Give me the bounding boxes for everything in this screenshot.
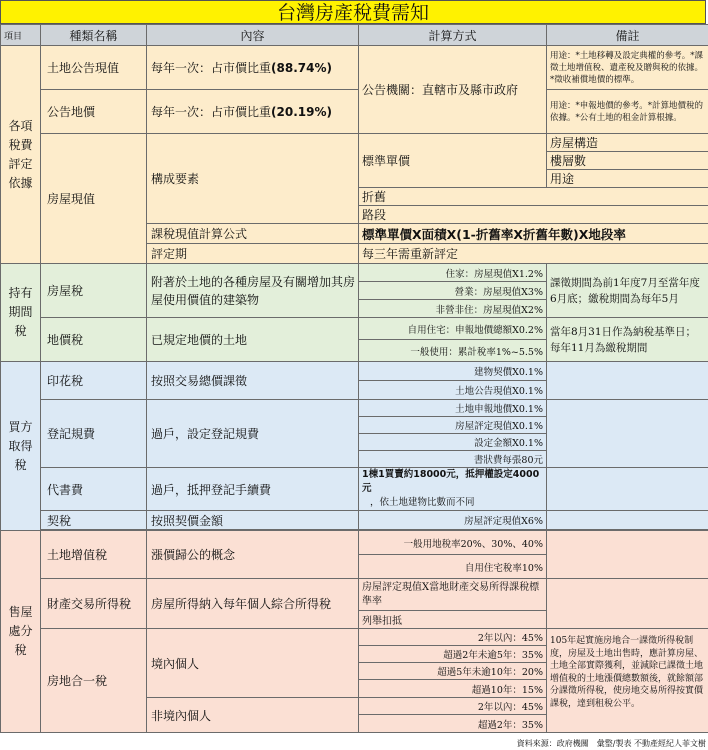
- register-rate: 書狀費每張80元: [359, 451, 547, 468]
- formula: 標準單價X面積X(1-折舊率X折舊年數)X地段率: [359, 224, 708, 244]
- stamp-name: 印花稅: [41, 362, 147, 400]
- land-tax-remark: 當年8月31日作為納稅基準日；每年11月為繳稅期間: [547, 318, 708, 362]
- house-tax-content: 附著於土地的各種房屋及有關增加其房屋使用價值的建築物: [147, 264, 359, 318]
- table-header: [1, 25, 708, 46]
- house-tax-rate: 非營非住：房屋現值X2%: [359, 300, 547, 318]
- land-price-name: 公告地價: [41, 90, 147, 134]
- table-row: [1, 362, 708, 381]
- combined-rate: 超過10年：15%: [359, 680, 547, 698]
- section-assessment-label: 各項稅費評定依據: [1, 46, 41, 264]
- house-tax-rate: 住家：房屋現值X1.2%: [359, 264, 547, 282]
- agent-content: 過戶，抵押登記手續費: [147, 468, 359, 511]
- table-row: [1, 46, 708, 90]
- std-item: 樓層數: [547, 152, 708, 170]
- house-tax-name: 房屋稅: [41, 264, 147, 318]
- combined-remark: 105年起實施房地合一課徵所得稅制度，房屋及土地出售時，應計算房屋、土地全部實際獲利，並減除已課徵土地增值稅的土地漲價總數額後，就餘額部分課徵所得稅，使房地交易所得按實價課稅，達到租稅公平。: [547, 629, 708, 733]
- combined-domestic: 境內個人: [147, 629, 359, 698]
- header-content: 內容: [147, 25, 359, 46]
- house-tax-rate: 營業：房屋現值X3%: [359, 282, 547, 300]
- house-element: 構成要素: [147, 134, 359, 224]
- combined-tax-name: 房地合一稅: [41, 629, 147, 733]
- combined-rate: 超過2年：35%: [359, 715, 547, 733]
- land-tax-rate: 一般使用：累計稅率1%~5.5%: [359, 340, 547, 362]
- table-row: [1, 264, 708, 282]
- property-income-remark: [547, 579, 708, 629]
- register-content: 過戶，設定登記規費: [147, 400, 359, 468]
- register-rate: 房屋評定現值X0.1%: [359, 417, 547, 434]
- table-row: [1, 629, 708, 646]
- register-name: 登記規費: [41, 400, 147, 468]
- source-footer: 資料來源：政府機關 彙整/製表 不動產經紀人菲文樹: [516, 739, 706, 748]
- land-inc-name: 土地增值稅: [41, 531, 147, 579]
- land-price-content: 每年一次：占市價比重(20.19%): [147, 90, 359, 134]
- std-unit: 標準單價: [359, 134, 547, 188]
- section-sale-label: 售屋處分稅: [1, 531, 41, 733]
- table-row: [1, 134, 708, 152]
- section-acquisition-label: 買方取得稅: [1, 362, 41, 531]
- deed-remark: [547, 511, 708, 530]
- land-value-content: 每年一次：占市價比重(88.74%): [147, 46, 359, 90]
- land-inc-remark: [547, 531, 708, 579]
- agent-name: 代書費: [41, 468, 147, 511]
- section-holding-label: 持有期間稅: [1, 264, 41, 362]
- combined-rate: 超過5年未逾10年：20%: [359, 663, 547, 680]
- stamp-rate: 土地公告現值X0.1%: [359, 381, 547, 400]
- header-remark: 備註: [547, 25, 708, 46]
- deed-name: 契稅: [41, 511, 147, 530]
- house-value-name: 房屋現值: [41, 134, 147, 264]
- agent-remark: [547, 468, 708, 511]
- land-tax-rate: 自用住宅：申報地價總額X0.2%: [359, 318, 547, 340]
- period: 每三年需重新評定: [359, 244, 708, 264]
- stamp-remark: [547, 362, 708, 400]
- tax-table: [0, 24, 708, 733]
- table-row: [1, 531, 708, 555]
- std-item: 用途: [547, 170, 708, 188]
- register-remark: [547, 400, 708, 468]
- land-tax-name: 地價稅: [41, 318, 147, 362]
- register-rate: 設定金額X0.1%: [359, 434, 547, 451]
- combined-rate: 2年以內：45%: [359, 698, 547, 715]
- land-inc-rate: 一般用地稅率20%、30%、40%: [359, 531, 547, 555]
- house-tax-remark: 課徵期間為前1年度7月至當年度6月底；繳稅期間為每年5月: [547, 264, 708, 318]
- land-tax-content: 已規定地價的土地: [147, 318, 359, 362]
- table-row: [1, 579, 708, 611]
- property-income-deduct: 列舉扣抵: [359, 611, 547, 629]
- table-row: [1, 468, 708, 511]
- land-value-remark: 用途：*土地移轉及設定典權的參考。*課徵土地增值稅、遺產稅及贈與稅的依據。*徵收補償地價的標準。: [547, 46, 708, 90]
- combined-foreign: 非境內個人: [147, 698, 359, 733]
- table-row: [1, 318, 708, 340]
- agent-calc: 1棟1買賣約18000元，抵押權設定4000元 ，依土地建物比數而不同: [359, 468, 547, 511]
- page-title: 台灣房產稅費需知: [0, 0, 706, 24]
- depreciation: 折舊: [359, 188, 708, 206]
- land-price-remark: 用途：*申報地價的參考。*計算地價稅的依據。*公有土地的租金計算根據。: [547, 90, 708, 134]
- period-label: 評定期: [147, 244, 359, 264]
- header-item: 項目: [1, 25, 41, 46]
- combined-rate: 超過2年未逾5年：35%: [359, 646, 547, 663]
- authority: 公告機關：直轄市及縣市政府: [359, 46, 547, 134]
- register-rate: 土地申報地價X0.1%: [359, 400, 547, 417]
- formula-label: 課稅現值計算公式: [147, 224, 359, 244]
- stamp-content: 按照交易總價課徵: [147, 362, 359, 400]
- property-income-name: 財產交易所得稅: [41, 579, 147, 629]
- road: 路段: [359, 206, 708, 224]
- combined-rate: 2年以內：45%: [359, 629, 547, 646]
- table-row: [1, 511, 708, 530]
- land-inc-content: 漲價歸公的概念: [147, 531, 359, 579]
- land-value-name: 土地公告現值: [41, 46, 147, 90]
- std-item: 房屋構造: [547, 134, 708, 152]
- stamp-rate: 建物契價X0.1%: [359, 362, 547, 381]
- deed-calc: 房屋評定現值X6%: [359, 511, 547, 530]
- header-kind: 種類名稱: [41, 25, 147, 46]
- land-inc-rate: 自用住宅稅率10%: [359, 555, 547, 579]
- header-calc: 計算方式: [359, 25, 547, 46]
- property-income-calc: 房屋評定現值X當地財產交易所得課稅標準率: [359, 579, 547, 611]
- table-row: [1, 400, 708, 417]
- table-row: [1, 90, 708, 134]
- property-income-content: 房屋所得納入每年個人綜合所得稅: [147, 579, 359, 629]
- deed-content: 按照契價金額: [147, 511, 359, 530]
